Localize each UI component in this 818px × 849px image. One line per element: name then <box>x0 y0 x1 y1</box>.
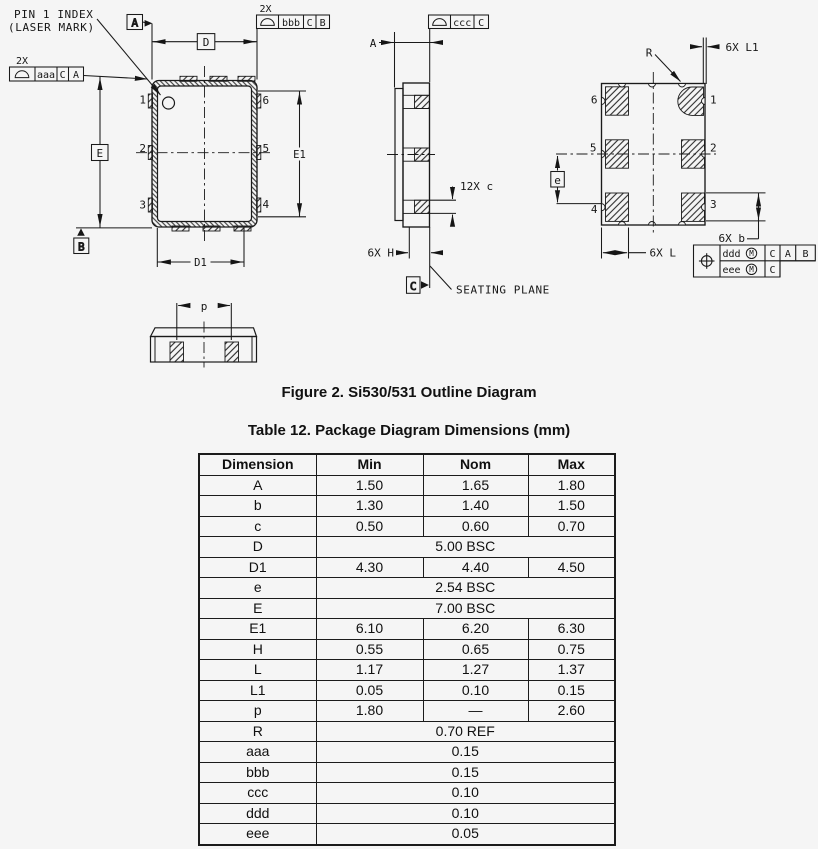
dimensions-table-body <box>199 475 615 845</box>
min-cell: 1.30 <box>316 496 423 517</box>
fcf-position-row2-tolerance: eee <box>722 265 741 276</box>
nom-cell: 6.20 <box>423 619 528 640</box>
dimension-cell: bbb <box>199 762 316 783</box>
value-span-cell: 0.05 <box>316 824 615 845</box>
dim-l1 <box>690 38 759 85</box>
dim-e1-label: E1 <box>293 149 306 161</box>
fcf-aaa-tolerance: aaa <box>36 70 56 81</box>
dim-e-height-label: E <box>96 147 104 160</box>
side-view <box>387 83 435 227</box>
top-view <box>136 66 273 243</box>
max-cell: 4.50 <box>528 557 615 578</box>
pin-number: 6 <box>590 93 598 107</box>
dimension-cell: p <box>199 701 316 722</box>
min-cell: 1.50 <box>316 475 423 496</box>
dimension-cell: L <box>199 660 316 681</box>
dim-c-label: 12X c <box>460 180 494 193</box>
min-cell: 1.80 <box>316 701 423 722</box>
datum-b-label: B <box>77 240 85 254</box>
table-row <box>199 680 615 701</box>
pin-number: 5 <box>589 141 597 155</box>
fcf-bbb-datum2: B <box>319 17 326 29</box>
table-row <box>199 598 615 619</box>
nom-cell: — <box>423 701 528 722</box>
nom-cell: 4.40 <box>423 557 528 578</box>
fcf-position-row2-modifier: M <box>749 265 754 274</box>
end-view <box>151 322 257 368</box>
datum-c-flag <box>407 277 429 294</box>
fcf-bbb <box>257 4 330 29</box>
fcf-position-row1-datum3: B <box>802 249 809 260</box>
dimension-cell: A <box>199 475 316 496</box>
value-span-cell: 0.15 <box>316 742 615 763</box>
dim-l <box>602 228 677 260</box>
max-cell: 6.30 <box>528 619 615 640</box>
nom-cell: 0.60 <box>423 516 528 537</box>
nom-cell: 1.27 <box>423 660 528 681</box>
min-cell: 0.50 <box>316 516 423 537</box>
fcf-position-row1-modifier: M <box>749 249 754 258</box>
fcf-position-row1-tolerance: ddd <box>722 249 741 260</box>
min-cell: 6.10 <box>316 619 423 640</box>
dim-pitch-label: e <box>554 173 561 187</box>
table-row <box>199 496 615 517</box>
table-row <box>199 803 615 824</box>
profile-of-surface-icon <box>261 19 275 26</box>
nom-cell: 1.40 <box>423 496 528 517</box>
fcf-position-row1-datum1: C <box>769 249 776 260</box>
pin-number: 1 <box>139 93 146 107</box>
table-row <box>199 742 615 763</box>
fcf-position <box>694 245 816 277</box>
fcf-ccc-datum1: C <box>478 17 485 29</box>
column-header: Dimension <box>199 454 316 475</box>
pin-number: 5 <box>262 142 270 155</box>
fcf-bbb-qty: 2X <box>259 4 272 15</box>
max-cell: 2.60 <box>528 701 615 722</box>
dim-c <box>430 180 493 227</box>
seating-plane <box>430 227 550 297</box>
nom-cell: 0.10 <box>423 680 528 701</box>
dimension-cell: D <box>199 537 316 558</box>
pin1-laser-mark <box>163 97 175 109</box>
fcf-ccc-tolerance: ccc <box>453 17 472 29</box>
max-cell: 0.75 <box>528 639 615 660</box>
profile-of-surface-icon <box>433 19 447 26</box>
datum-a-label: A <box>131 16 139 30</box>
table-row <box>199 516 615 537</box>
fcf-position-row2-datum1: C <box>769 265 776 276</box>
datum-a-flag <box>127 15 152 30</box>
dimension-cell: R <box>199 721 316 742</box>
fcf-aaa-qty: 2X <box>16 56 29 67</box>
column-header: Max <box>528 454 615 475</box>
min-cell: 4.30 <box>316 557 423 578</box>
profile-of-surface-icon <box>15 71 29 78</box>
min-cell: 1.17 <box>316 660 423 681</box>
dim-l1-label: 6X L1 <box>725 40 759 54</box>
datum-b-flag <box>74 228 89 253</box>
dim-h-label: 6X H <box>367 246 394 260</box>
dimension-cell: aaa <box>199 742 316 763</box>
dim-d-label: D <box>202 36 210 49</box>
column-header: Min <box>316 454 423 475</box>
table-row <box>199 557 615 578</box>
fcf-aaa-datum2: A <box>72 70 80 81</box>
nom-cell: 1.65 <box>423 475 528 496</box>
fcf-aaa <box>10 56 148 81</box>
table-row <box>199 783 615 804</box>
dim-p <box>177 300 232 340</box>
max-cell: 0.70 <box>528 516 615 537</box>
dimension-cell: L1 <box>199 680 316 701</box>
value-span-cell: 7.00 BSC <box>316 598 615 619</box>
column-header: Nom <box>423 454 528 475</box>
pin-number: 4 <box>590 203 598 216</box>
pin-number: 3 <box>139 198 146 212</box>
dim-a <box>370 29 443 88</box>
pin1-rounded-pad <box>678 87 704 115</box>
fcf-bbb-datum1: C <box>306 17 313 29</box>
value-span-cell: 0.10 <box>316 803 615 824</box>
pin-number: 3 <box>710 198 717 211</box>
fcf-position-row1-datum2: A <box>784 249 791 260</box>
pin-number: 6 <box>262 94 270 107</box>
pin1-index-label: PIN 1 INDEX <box>14 8 94 21</box>
dimension-cell: c <box>199 516 316 537</box>
value-span-cell: 0.10 <box>316 783 615 804</box>
outline-diagram <box>0 0 818 380</box>
dim-pitch <box>551 156 601 204</box>
min-cell: 0.55 <box>316 639 423 660</box>
bottom-view <box>556 72 716 234</box>
value-span-cell: 0.15 <box>316 762 615 783</box>
table-row <box>199 701 615 722</box>
pin-number: 4 <box>262 198 270 211</box>
dimensions-table-head-row <box>199 454 615 475</box>
pin-number: 1 <box>710 93 717 107</box>
max-cell: 1.80 <box>528 475 615 496</box>
datum-c-label: C <box>409 279 417 293</box>
table-row <box>199 639 615 660</box>
table-row <box>199 660 615 681</box>
table-row <box>199 475 615 496</box>
dim-l-label: 6X L <box>649 246 676 260</box>
dim-a-label: A <box>369 36 377 50</box>
table-row <box>199 619 615 640</box>
min-cell: 0.05 <box>316 680 423 701</box>
table-row <box>199 762 615 783</box>
position-symbol-icon <box>699 253 715 269</box>
table-row <box>199 537 615 558</box>
dimension-cell: e <box>199 578 316 599</box>
table-row <box>199 721 615 742</box>
fcf-bbb-tolerance: bbb <box>281 17 301 29</box>
dim-d1 <box>157 228 244 269</box>
max-cell: 1.50 <box>528 496 615 517</box>
fcf-ccc <box>429 15 489 29</box>
pin-number: 2 <box>710 141 717 155</box>
dim-r <box>646 47 681 82</box>
dimension-cell: E <box>199 598 316 619</box>
dimension-cell: ccc <box>199 783 316 804</box>
value-span-cell: 0.70 REF <box>316 721 615 742</box>
dim-b-label: 6X b <box>718 232 745 245</box>
dimension-cell: eee <box>199 824 316 845</box>
fcf-aaa-datum1: C <box>59 70 66 81</box>
seating-plane-label: SEATING PLANE <box>456 283 550 297</box>
pin-number: 2 <box>139 142 146 155</box>
dim-r-label: R <box>645 46 653 60</box>
max-cell: 1.37 <box>528 660 615 681</box>
nom-cell: 0.65 <box>423 639 528 660</box>
figure-caption: Figure 2. Si530/531 Outline Diagram <box>281 384 537 401</box>
value-span-cell: 5.00 BSC <box>316 537 615 558</box>
table-row <box>199 824 615 845</box>
dimension-cell: D1 <box>199 557 316 578</box>
value-span-cell: 2.54 BSC <box>316 578 615 599</box>
dim-p-label: p <box>200 299 208 313</box>
dimension-cell: H <box>199 639 316 660</box>
laser-mark-label: (LASER MARK) <box>8 21 95 34</box>
table-title: Table 12. Package Diagram Dimensions (mm) <box>247 422 571 439</box>
dim-d1-label: D1 <box>194 256 207 269</box>
dimension-cell: E1 <box>199 619 316 640</box>
dimensions-table <box>198 453 616 846</box>
table-row <box>199 578 615 599</box>
dimension-cell: b <box>199 496 316 517</box>
dim-h <box>368 228 444 260</box>
max-cell: 0.15 <box>528 680 615 701</box>
dimension-cell: ddd <box>199 803 316 824</box>
